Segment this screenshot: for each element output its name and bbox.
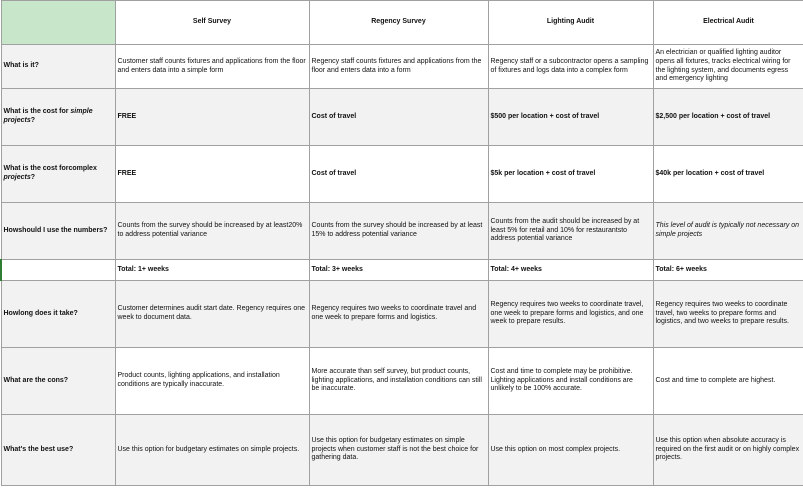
cell-electrical-audit: $2,500 per location + cost of travel [653, 89, 803, 146]
row-question: Howshould I use the numbers? [1, 203, 115, 260]
cell-electrical-audit: Regency requires two weeks to coordinate travel, two weeks to prepare forms and logistics, and two weeks to prepare results. [653, 281, 803, 348]
cell-self-survey: Counts from the survey should be increased by at least20% to address potential variance [115, 203, 309, 260]
cell-self-survey: Product counts, lighting applications, and installation conditions are typically inaccurate. [115, 348, 309, 415]
cell-regency-survey: More accurate than self survey, but product counts, lighting applications, and installation conditions can still be inaccurate. [309, 348, 488, 415]
cell-regency-survey: Use this option for budgetary estimates on simple projects when customer staff is not the best choice for gathering data. [309, 415, 488, 486]
cell-electrical-audit: An electrician or qualified lighting auditor opens all fixtures, tracks electrical wiring for the lighting system, and documents egress and emergency lighting [653, 45, 803, 89]
cell-lighting-audit: Cost and time to complete may be prohibitive. Lighting applications and install conditions are unlikely to be 100% accurate. [488, 348, 653, 415]
cell-electrical-audit: Use this option when absolute accuracy is required on the first audit or on highly complex projects. [653, 415, 803, 486]
table-row [1, 146, 803, 203]
cell-lighting-audit: Use this option on most complex projects. [488, 415, 653, 486]
cell-lighting-audit: Regency requires two weeks to coordinate travel, one week to prepare forms and logistics, and one week to prepare results. [488, 281, 653, 348]
cell-electrical-audit: Cost and time to complete are highest. [653, 348, 803, 415]
cell-regency-survey: Total: 3+ weeks [309, 260, 488, 281]
header-electrical-audit: Electrical Audit [653, 1, 803, 45]
corner-cell[interactable] [1, 1, 115, 45]
cell-electrical-audit: $40k per location + cost of travel [653, 146, 803, 203]
header-row [1, 1, 803, 45]
row-question: What is the cost forcomplex projects? [1, 146, 115, 203]
cell-electrical-audit: This level of audit is typically not necessary on simple projects [653, 203, 803, 260]
totals-row [1, 260, 803, 281]
cell-lighting-audit: $500 per location + cost of travel [488, 89, 653, 146]
cell-regency-survey: Cost of travel [309, 89, 488, 146]
cell-self-survey: Customer staff counts fixtures and applications from the floor and enters data into a simple form [115, 45, 309, 89]
cell-self-survey: Total: 1+ weeks [115, 260, 309, 281]
table-row [1, 281, 803, 348]
cell-electrical-audit: Total: 6+ weeks [653, 260, 803, 281]
cell-lighting-audit: $5k per location + cost of travel [488, 146, 653, 203]
row-question: Howlong does it take? [1, 281, 115, 348]
row-question[interactable] [1, 260, 115, 281]
row-question: What's the best use? [1, 415, 115, 486]
cell-regency-survey: Cost of travel [309, 146, 488, 203]
cell-self-survey: Customer determines audit start date. Regency requires one week to document data. [115, 281, 309, 348]
cell-lighting-audit: Regency staff or a subcontractor opens a sampling of fixtures and logs data into a complex form [488, 45, 653, 89]
row-question: What is it? [1, 45, 115, 89]
cell-lighting-audit: Total: 4+ weeks [488, 260, 653, 281]
row-question: What is the cost for simple projects? [1, 89, 115, 146]
cell-regency-survey: Counts from the survey should be increased by at least 15% to address potential variance [309, 203, 488, 260]
header-lighting-audit: Lighting Audit [488, 1, 653, 45]
header-regency-survey: Regency Survey [309, 1, 488, 45]
table-row [1, 348, 803, 415]
table-row [1, 415, 803, 486]
cell-self-survey: Use this option for budgetary estimates on simple projects. [115, 415, 309, 486]
cell-self-survey: FREE [115, 89, 309, 146]
cell-regency-survey: Regency requires two weeks to coordinate travel and one week to prepare forms and logistics. [309, 281, 488, 348]
header-self-survey: Self Survey [115, 1, 309, 45]
table-row [1, 45, 803, 89]
table-row [1, 203, 803, 260]
table-row [1, 89, 803, 146]
cell-regency-survey: Regency staff counts fixtures and applications from the floor and enters data into a form [309, 45, 488, 89]
row-question: What are the cons? [1, 348, 115, 415]
cell-lighting-audit: Counts from the audit should be increased by at least 5% for retail and 10% for restaurantsto address potential variance [488, 203, 653, 260]
cell-self-survey: FREE [115, 146, 309, 203]
